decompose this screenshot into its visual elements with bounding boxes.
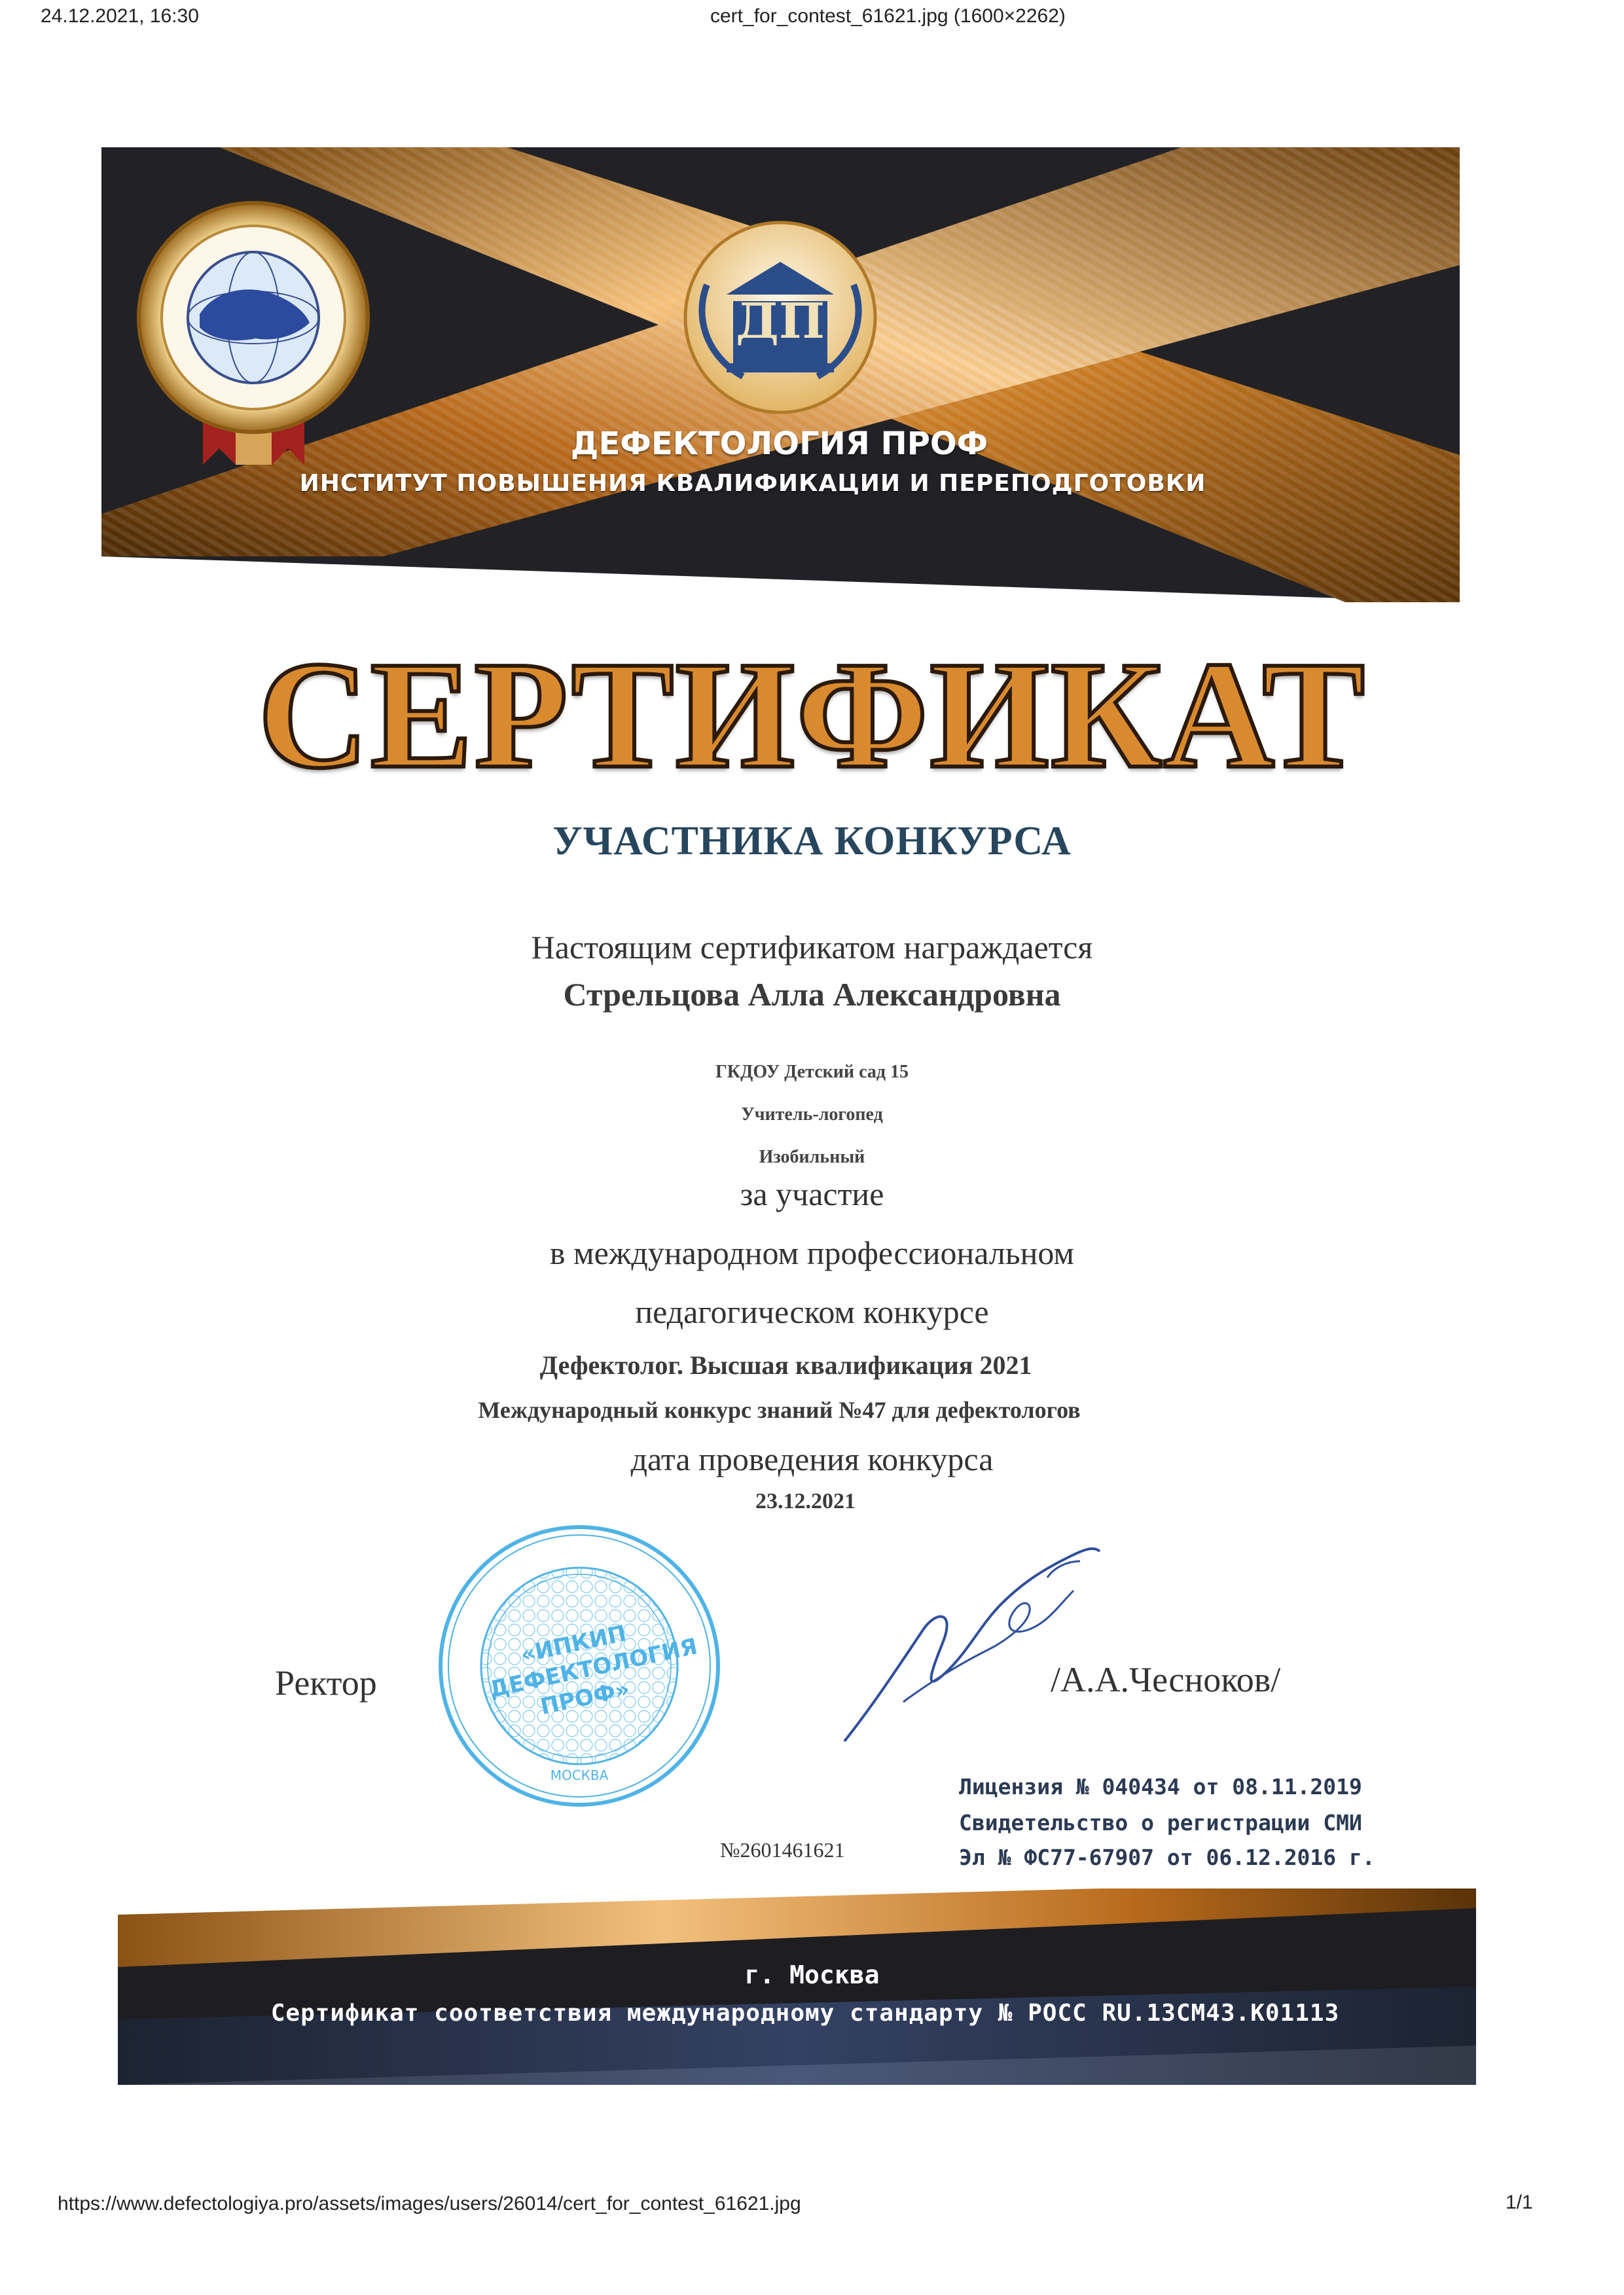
contest-line-1: в международном профессиональном [549,1235,1075,1271]
contest-date: 23.12.2021 [755,1489,856,1513]
stamp-center-text: «ИПКИП ДЕФЕКТОЛОГИЯ ПРОФ» [486,1620,700,1720]
date-label: дата проведения конкурса [630,1441,994,1477]
rector-signature [831,1532,1106,1754]
print-url: https://www.defectologiya.pro/assets/images/users/26014/cert_for_contest_61621.jpg [58,2193,801,2214]
contest-name: Дефектолог. Высшая квалификация 2021 [539,1350,1032,1380]
media-number: Эл № ФС77-67907 от 06.12.2016 г. [959,1845,1375,1870]
rector-label: Ректор [275,1663,377,1703]
participation-text: за участие [740,1176,884,1212]
certificate-title: СЕРТИФИКАТ [257,630,1367,800]
institute-subtitle: ИНСТИТУТ ПОВЫШЕНИЯ КВАЛИФИКАЦИИ И ПЕРЕПОДГОТОВКИ [299,470,1206,497]
top-banner [101,147,1460,602]
recipient-name: Стрельцова Алла Александровна [563,976,1061,1013]
city: г. Москва [744,1961,880,1989]
print-file-title: cert_for_contest_61621.jpg (1600×2262) [710,5,1066,27]
license-info: Лицензия № 040434 от 08.11.2019 [959,1774,1362,1799]
contest-type: Международный конкурс знаний №47 для дефектологов [478,1397,1081,1423]
print-page-count: 1/1 [1506,2192,1533,2213]
institute-name: ДЕФЕКТОЛОГИЯ ПРОФ [570,425,988,462]
stamp-city: МОСКВА [550,1767,609,1783]
contest-line-2: педагогическом конкурсе [635,1293,989,1330]
recipient-locality: Изобильный [759,1147,865,1167]
print-datetime: 24.12.2021, 16:30 [41,5,199,27]
certificate-subtitle: УЧАСТНИКА КОНКУРСА [552,819,1072,863]
awarded-text: Настоящим сертификатом награждается [531,929,1093,966]
recipient-organization: ГКДОУ Детский сад 15 [715,1062,909,1082]
rector-name: /А.А.Чесноков/ [1051,1660,1281,1699]
media-registration: Свидетельство о регистрации СМИ [959,1810,1362,1835]
certificate-number: №2601461621 [720,1838,845,1862]
recipient-position: Учитель-логопед [741,1104,883,1125]
standard-certificate: Сертификат соответствия международному стандарту № РОСС RU.13СМ43.К01113 [270,2000,1340,2027]
logo-monogram: ДП [736,293,825,350]
